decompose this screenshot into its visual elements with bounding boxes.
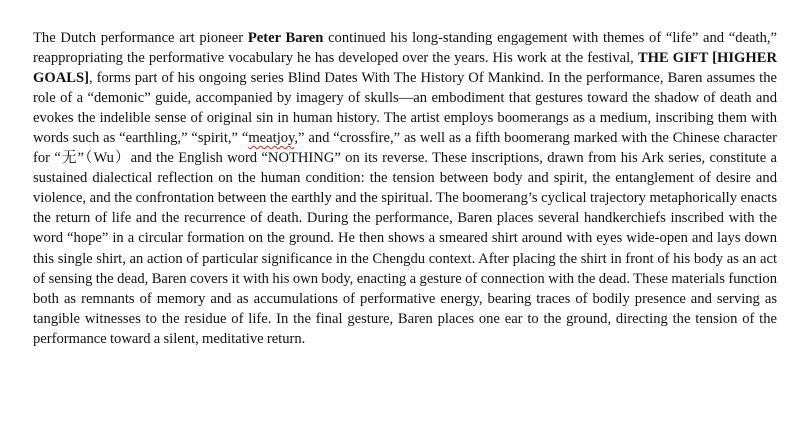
text-run: , forms part of his ongoing series Blind Dates With The History Of Mankind. In the performance, Baren assumes the role of a “demonic” guide, accompanied by imagery of skulls—an embodiment that gestures toward the shadow of death and evokes the indelible sense of original sin in human history. The artist employs boomerangs as a medium, inscribing them with words such as “earthling,” “spirit,” “ xyxy=(33,70,777,147)
text-run: continued his long-standing engagement with themes of “life” and “death,” reappropriating the performative vocabulary he has developed over the years. His work at the festival, xyxy=(33,30,778,67)
document-page xyxy=(33,28,777,349)
text-run: ,” and “crossfire,” as well as a fifth boomerang marked with the Chinese character for “无”（Wu）and the English word “NOTHING” on its reverse. These inscriptions, drawn from his Ark series, constitute a sustained dialectical reflection on the human condition: the tension between body and spirit, the entanglement of desire and violence, and the confrontation between the earthly and the spiritual. The boomerang’s cyclical trajectory metaphorically enacts the return of life and the recurrence of death. During the performance, Baren places several handkerchiefs inscribed with the word “hope” in a circular formation on the ground. He then shows a smeared shirt around with eyes wide-open and lays down this single shirt, an action of particular significance in the Chengdu context. After placing the shirt in front of his body as an act of sensing the dead, Baren covers it with his own body, enacting a gesture of connection with the dead. These materials function both as remnants of memory and as accumulations of performative energy, bearing traces of bodily presence and serving as tangible witnesses to the residue of life. In the final gesture, Baren places one ear to the ground, directing the tension of the performance toward a silent, meditative return. xyxy=(33,130,778,347)
spellcheck-flagged-word[interactable]: meatjoy xyxy=(248,130,295,147)
text-run: The Dutch performance art pioneer xyxy=(33,30,248,46)
artist-name: Peter Baren xyxy=(247,30,324,46)
body-paragraph xyxy=(33,28,777,349)
work-title: THE GIFT [HIGHER GOALS] xyxy=(33,50,777,87)
